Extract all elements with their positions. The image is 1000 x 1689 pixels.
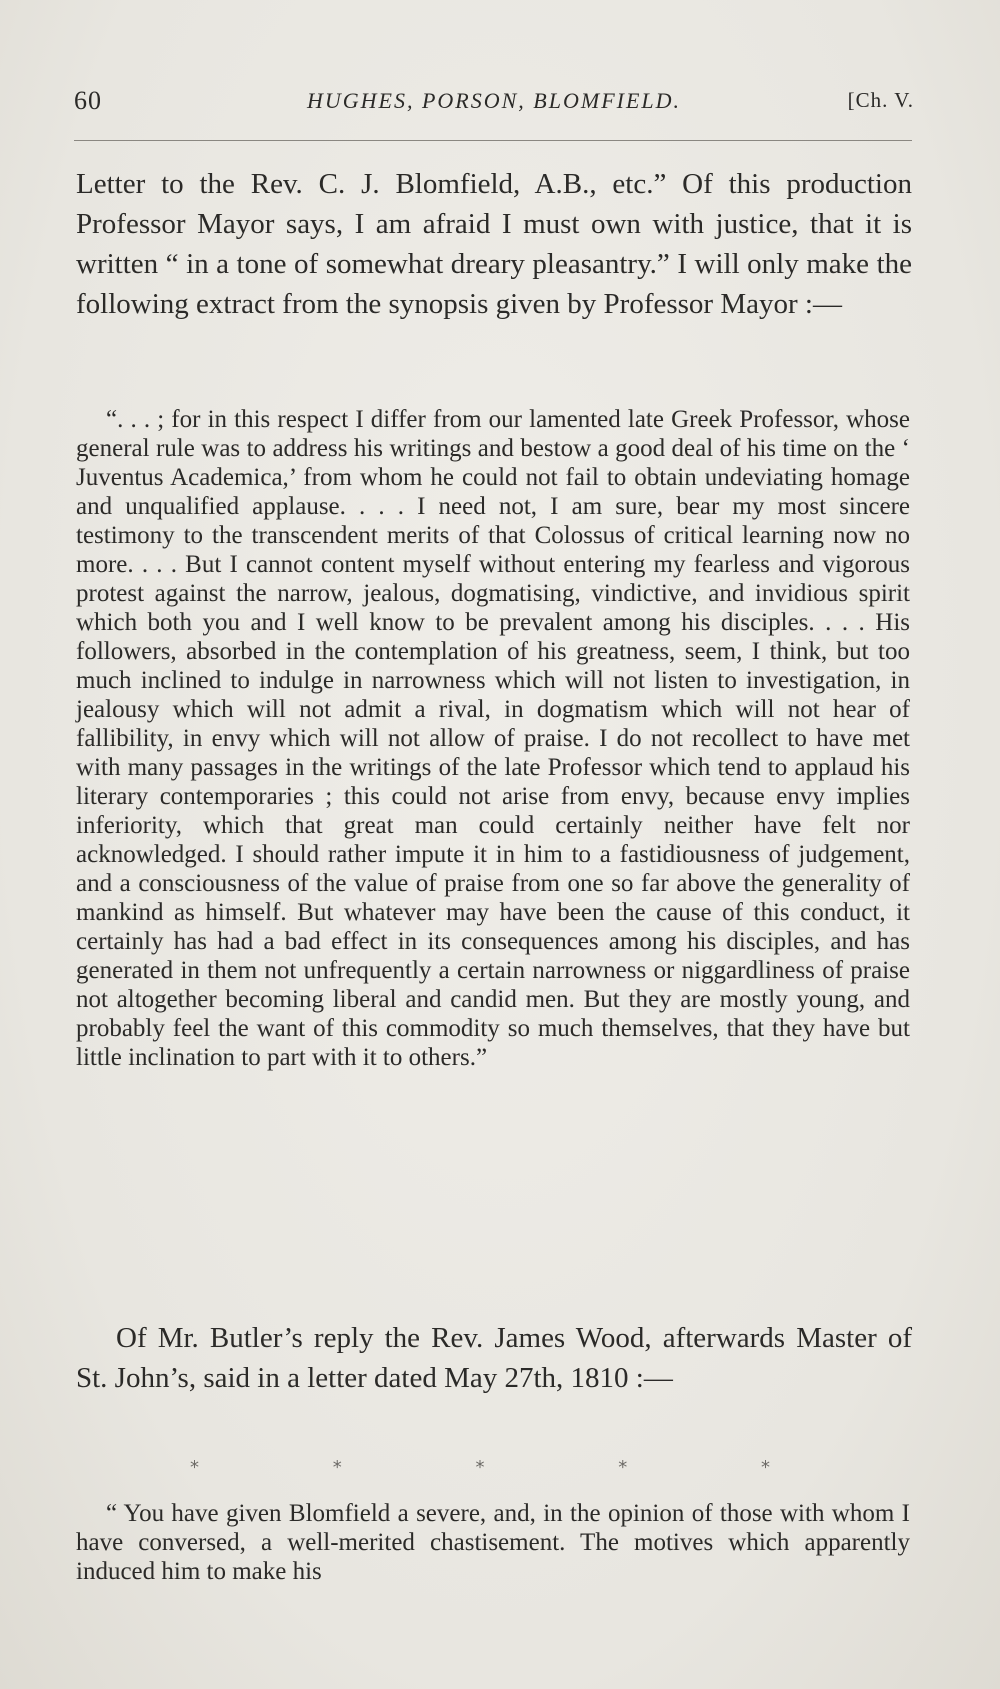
asterisk-1: * bbox=[190, 1457, 199, 1478]
chapter-label: [Ch. V. bbox=[847, 88, 914, 112]
block-quote-2: “ You have given Blomfield a severe, and, in the opinion of those with whom I have conversed, a well-merited chastisement. The motives which apparently induced him to make his bbox=[76, 1500, 910, 1585]
body-paragraph-1: Letter to the Rev. C. J. Blomfield, A.B., etc.” Of this production Professor Mayor says, I am afraid I must own with justice, that it is written “ in a tone of somewhat dreary pleasantry.” I will only make the following extract from the synopsis given by Professor Mayor :— bbox=[76, 168, 912, 320]
asterisk-4: * bbox=[618, 1457, 628, 1478]
asterisk-3: * bbox=[475, 1457, 485, 1478]
asterisk-5: * bbox=[761, 1457, 770, 1478]
body-paragraph-2: Of Mr. Butler’s reply the Rev. James Wood, afterwards Master of St. John’s, said in a letter dated May 27th, 1810 :— bbox=[76, 1322, 912, 1394]
running-title: HUGHES, PORSON, BLOMFIELD. bbox=[306, 88, 682, 113]
asterism-separator bbox=[190, 1457, 770, 1478]
asterisk-2: * bbox=[332, 1457, 342, 1478]
block-quote-1: “. . . ; for in this respect I differ from our lamented late Greek Professor, whose general rule was to address his writings and bestow a good deal of his time on the ‘ Juventus Academica,’ from whom he could not fail to obtain undeviating homage and unqualified applause. . . . I need not, I am sure, bear my most sincere testimony to the transcendent merits of that Colossus of critical learning now no more. . . . But I cannot content myself without entering my fearless and vigorous protest against the narrow, jealous, dogmatising, vindictive, and invidious spirit which both you and I well know to be prevalent among his disciples. . . . His followers, absorbed in the contemplation of his greatness, seem, I think, but too much inclined to indulge in narrowness which will not listen to investigation, in jealousy which will not admit a rival, in dogmatism which will not hear of fallibility, in envy which will not allow of praise. I do not recollect to have met with many passages in the writings of the late Professor which tend to applaud his literary contemporaries ; this could not arise from envy, because envy implies inferiority, which that great man could certainly neither have felt nor acknowledged. I should rather impute it in him to a fastidiousness of judgement, and a consciousness of the value of praise from one so far above the generality of mankind as himself. But whatever may have been the cause of this conduct, it certainly has had a bad effect in its consequences among his disciples, and has generated in them not unfrequently a certain narrowness or niggardliness of praise not altogether becoming liberal and candid men. But they are mostly young, and probably feel the want of this commodity so much themselves, that they have but little inclination to part with it to others.” bbox=[76, 406, 910, 1071]
page-number: 60 bbox=[74, 86, 102, 115]
page-header bbox=[74, 86, 914, 120]
header-rule bbox=[74, 140, 912, 141]
